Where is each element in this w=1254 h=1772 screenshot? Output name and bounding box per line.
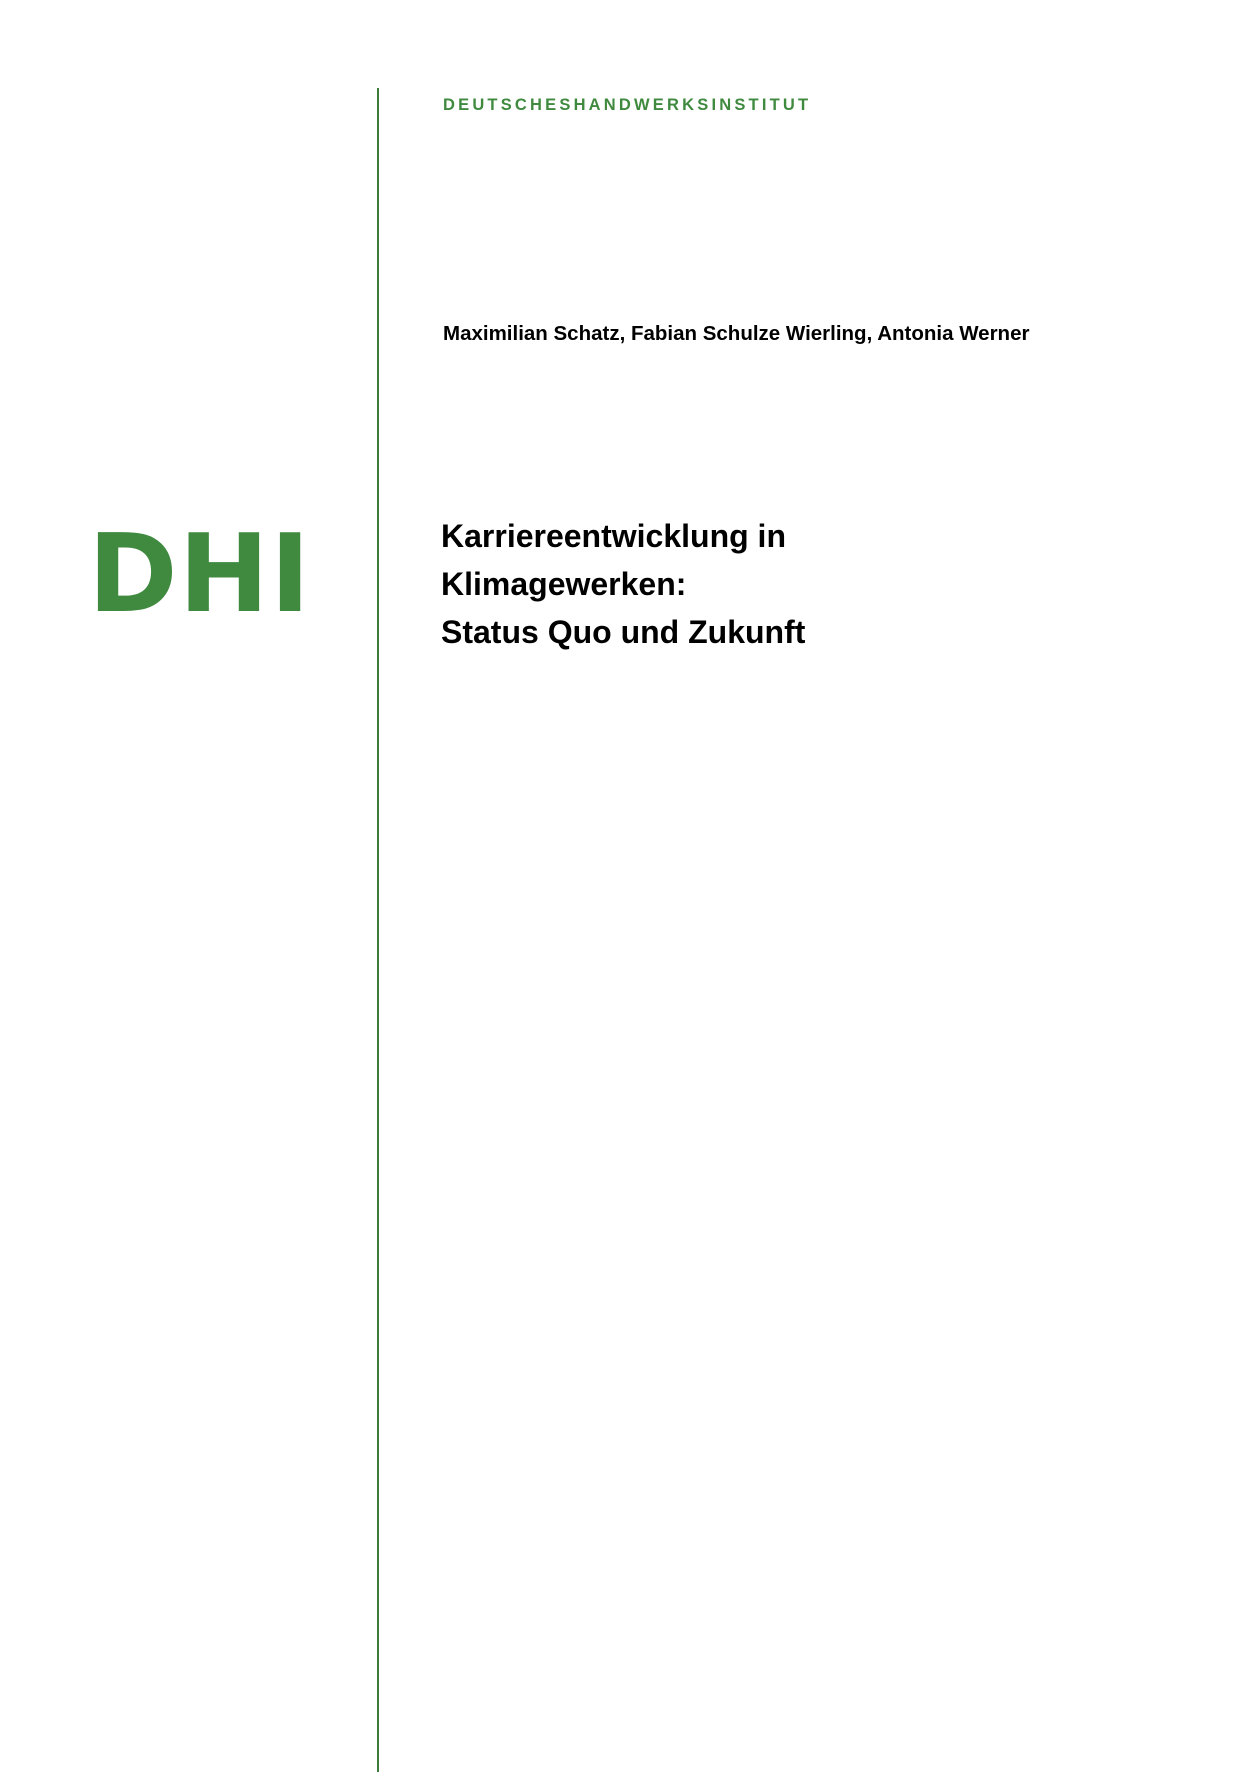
organisation-name: DEUTSCHESHANDWERKSINSTITUT — [443, 96, 812, 114]
authors-line: Maximilian Schatz, Fabian Schulze Wierling, Antonia Werner — [443, 322, 1030, 345]
page-title — [441, 512, 1081, 656]
dhi-logo — [88, 525, 328, 625]
page-title-line-2: Klimagewerken: — [441, 566, 687, 602]
dhi-logo-text: DHI — [88, 525, 312, 625]
page-title-line-1: Karriereentwicklung in — [441, 518, 786, 554]
vertical-divider-rule — [377, 88, 379, 1772]
page-title-line-3: Status Quo und Zukunft — [441, 614, 806, 650]
